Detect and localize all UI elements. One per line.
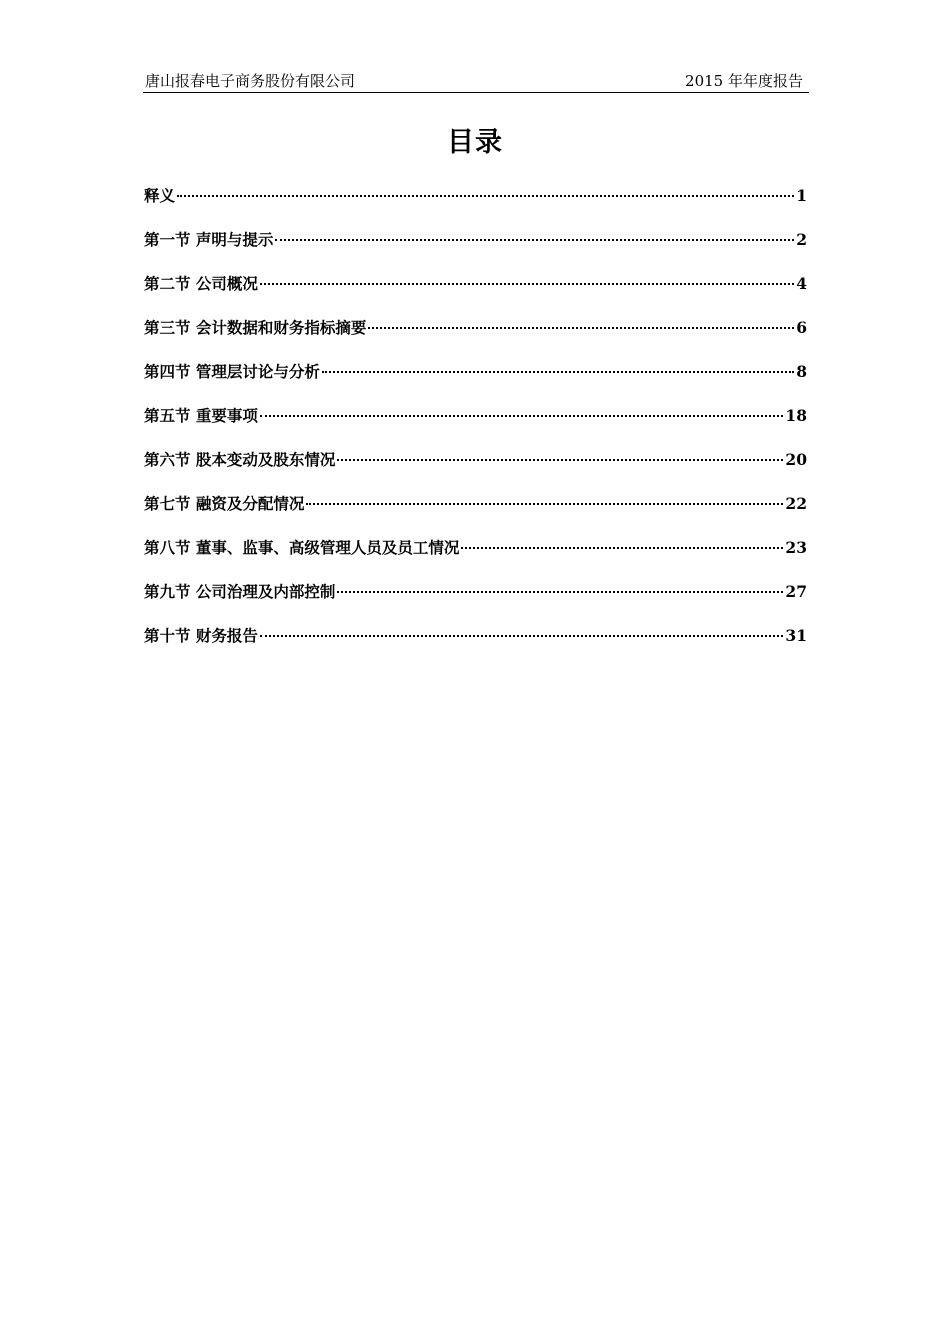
toc-entry-label: 第五节 重要事项 bbox=[144, 406, 258, 425]
toc-entry[interactable] bbox=[144, 228, 807, 272]
toc-entry-label: 第二节 公司概况 bbox=[144, 274, 258, 293]
toc-entry[interactable] bbox=[144, 624, 807, 668]
toc-leader-dots bbox=[368, 327, 794, 329]
toc-leader-dots bbox=[275, 239, 794, 241]
toc-entry-page: 18 bbox=[785, 406, 807, 425]
toc-leader-dots bbox=[461, 547, 783, 549]
toc-entry[interactable] bbox=[144, 272, 807, 316]
toc-entry-page: 27 bbox=[785, 582, 807, 601]
toc-leader-dots bbox=[322, 371, 794, 373]
toc-entry[interactable] bbox=[144, 580, 807, 624]
toc-entry-page: 22 bbox=[785, 494, 807, 513]
toc-entry-page: 8 bbox=[796, 362, 807, 381]
toc-entry-label: 第六节 股本变动及股东情况 bbox=[144, 450, 336, 469]
toc-entry-label: 释义 bbox=[144, 186, 176, 205]
toc-entry-page: 4 bbox=[796, 274, 807, 293]
toc-entry-label: 第四节 管理层讨论与分析 bbox=[144, 362, 320, 381]
toc-entry-page: 20 bbox=[785, 450, 807, 469]
toc-leader-dots bbox=[177, 195, 794, 197]
toc-entry[interactable] bbox=[144, 316, 807, 360]
toc-leader-dots bbox=[260, 415, 784, 417]
toc-leader-dots bbox=[337, 591, 783, 593]
toc-leader-dots bbox=[260, 635, 784, 637]
toc-entry-label: 第九节 公司治理及内部控制 bbox=[144, 582, 336, 601]
header-company-name: 唐山报春电子商务股份有限公司 bbox=[145, 72, 356, 90]
toc-entry-label: 第三节 会计数据和财务指标摘要 bbox=[144, 318, 367, 337]
toc-entry-page: 31 bbox=[785, 626, 807, 645]
toc-entry-label: 第一节 声明与提示 bbox=[144, 230, 274, 249]
toc-entry-page: 1 bbox=[796, 186, 807, 205]
toc-entry-page: 2 bbox=[796, 230, 807, 249]
table-of-contents bbox=[144, 184, 807, 668]
header-report-title: 2015 年年度报告 bbox=[685, 72, 803, 90]
toc-entry-label: 第八节 董事、监事、高级管理人员及员工情况 bbox=[144, 538, 460, 557]
toc-entry-page: 6 bbox=[796, 318, 807, 337]
toc-leader-dots bbox=[337, 459, 783, 461]
toc-entry[interactable] bbox=[144, 404, 807, 448]
toc-leader-dots bbox=[260, 283, 794, 285]
toc-entry[interactable] bbox=[144, 360, 807, 404]
toc-entry[interactable] bbox=[144, 536, 807, 580]
toc-entry-page: 23 bbox=[785, 538, 807, 557]
page-title: 目录 bbox=[447, 127, 503, 158]
toc-leader-dots bbox=[306, 503, 783, 505]
toc-entry[interactable] bbox=[144, 492, 807, 536]
toc-entry-label: 第七节 融资及分配情况 bbox=[144, 494, 305, 513]
page-header bbox=[143, 64, 809, 93]
toc-entry-label: 第十节 财务报告 bbox=[144, 626, 258, 645]
toc-entry[interactable] bbox=[144, 184, 807, 228]
toc-entry[interactable] bbox=[144, 448, 807, 492]
